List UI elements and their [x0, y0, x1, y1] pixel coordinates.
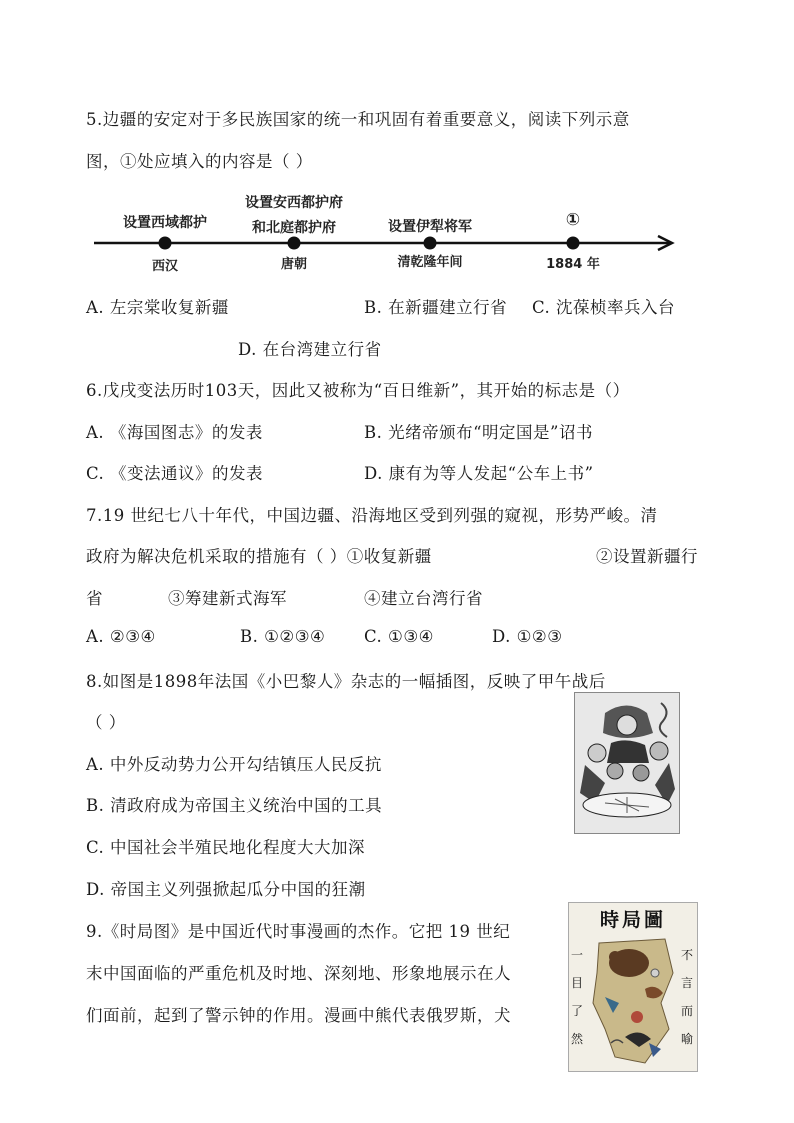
caption-char: 然	[571, 1032, 584, 1046]
q8-stem-line2: （ ）	[86, 713, 126, 732]
q7-stem-line3a: 省	[86, 589, 103, 608]
q7-option-d: D. ①②③	[492, 627, 563, 646]
cartoon-illustration	[575, 693, 679, 833]
q6-option-b: B. 光绪帝颁布“明定国是”诏书	[364, 423, 593, 442]
timeline-event-3-bottom: 清乾隆年间	[397, 255, 463, 270]
q7-option-c: C. ①③④	[364, 627, 434, 646]
shijutu-map-drawing	[585, 933, 681, 1069]
q7-stem-line3b: ③筹建新式海军	[168, 589, 287, 608]
caption-char: 喻	[681, 1032, 694, 1046]
q5-stem-line2: 图，①处应填入的内容是（ ）	[86, 152, 313, 171]
timeline-event-3-top: 设置伊犁将军	[388, 219, 472, 235]
q6-option-c: C. 《变法通议》的发表	[86, 464, 264, 483]
shijutu-map	[568, 902, 698, 1072]
q8-option-d: D. 帝国主义列强掀起瓜分中国的狂潮	[86, 880, 366, 899]
timeline-event-2-top1: 设置安西都护府	[245, 195, 343, 211]
q8-stem-line1: 8.如图是1898年法国《小巴黎人》杂志的一幅插图，反映了甲午战后	[86, 672, 606, 691]
q8-option-a: A. 中外反动势力公开勾结镇压人民反抗	[86, 755, 382, 774]
timeline-event-4-bottom: 1884 年	[546, 257, 600, 272]
q5-option-d: D. 在台湾建立行省	[238, 340, 382, 359]
q7-option-b: B. ①②③④	[240, 627, 326, 646]
q5-option-a: A. 左宗棠收复新疆	[86, 298, 229, 317]
caption-char: 不	[681, 948, 694, 962]
timeline-dot-qianlong	[424, 237, 437, 250]
timeline-diagram	[90, 188, 690, 278]
q5-stem-line1: 5.边疆的安定对于多民族国家的统一和巩固有着重要意义，阅读下列示意	[86, 110, 630, 129]
q5-option-c: C. 沈葆桢率兵入台	[532, 298, 676, 317]
q9-stem-line1: 9.《时局图》是中国近代时事漫画的杰作。它把 19 世纪	[86, 922, 511, 941]
q9-stem-line3: 们面前，起到了警示钟的作用。漫画中熊代表俄罗斯，犬	[86, 1006, 511, 1025]
q9-stem-line2: 末中国面临的严重危机及时地、深刻地、形象地展示在人	[86, 964, 511, 983]
caption-char: 了	[571, 1004, 584, 1018]
q6-option-a: A. 《海国图志》的发表	[86, 423, 263, 442]
timeline-event-2-bottom: 唐朝	[280, 257, 307, 272]
q7-option-a: A. ②③④	[86, 627, 156, 646]
caption-char: 目	[571, 976, 584, 990]
caption-char: 而	[681, 1004, 694, 1018]
timeline-dot-1884	[567, 237, 580, 250]
cartoon-partition-of-china	[574, 692, 680, 834]
caption-char: 言	[681, 976, 694, 990]
q7-stem-line3c: ④建立台湾行省	[364, 589, 483, 608]
timeline-dot-tang	[288, 237, 301, 250]
caption-char: 一	[571, 948, 584, 962]
q6-option-d: D. 康有为等人发起“公车上书”	[364, 464, 594, 483]
shijutu-title: 時局圖	[599, 909, 666, 931]
timeline-event-2-top2: 和北庭都护府	[252, 220, 336, 236]
timeline-event-4-top: ①	[565, 210, 581, 230]
q7-stem-line2a: 政府为解决危机采取的措施有（ ）①收复新疆	[86, 547, 432, 566]
shijutu-left-caption	[571, 941, 585, 1053]
timeline-event-1-bottom: 西汉	[151, 259, 178, 274]
q7-stem-line2b: ②设置新疆行	[596, 547, 698, 566]
q7-stem-line1: 7.19 世纪七八十年代，中国边疆、沿海地区受到列强的窥视，形势严峻。清	[86, 506, 658, 525]
q5-option-b: B. 在新疆建立行省	[364, 298, 508, 317]
q6-stem: 6.戊戌变法历时103天，因此又被称为“百日维新”，其开始的标志是（）	[86, 381, 630, 400]
q8-option-c: C. 中国社会半殖民地化程度大大加深	[86, 838, 366, 857]
timeline-dot-xihan	[159, 237, 172, 250]
q8-option-b: B. 清政府成为帝国主义统治中国的工具	[86, 796, 383, 815]
timeline-event-1-top: 设置西域都护	[123, 215, 207, 231]
shijutu-right-caption	[681, 941, 695, 1053]
